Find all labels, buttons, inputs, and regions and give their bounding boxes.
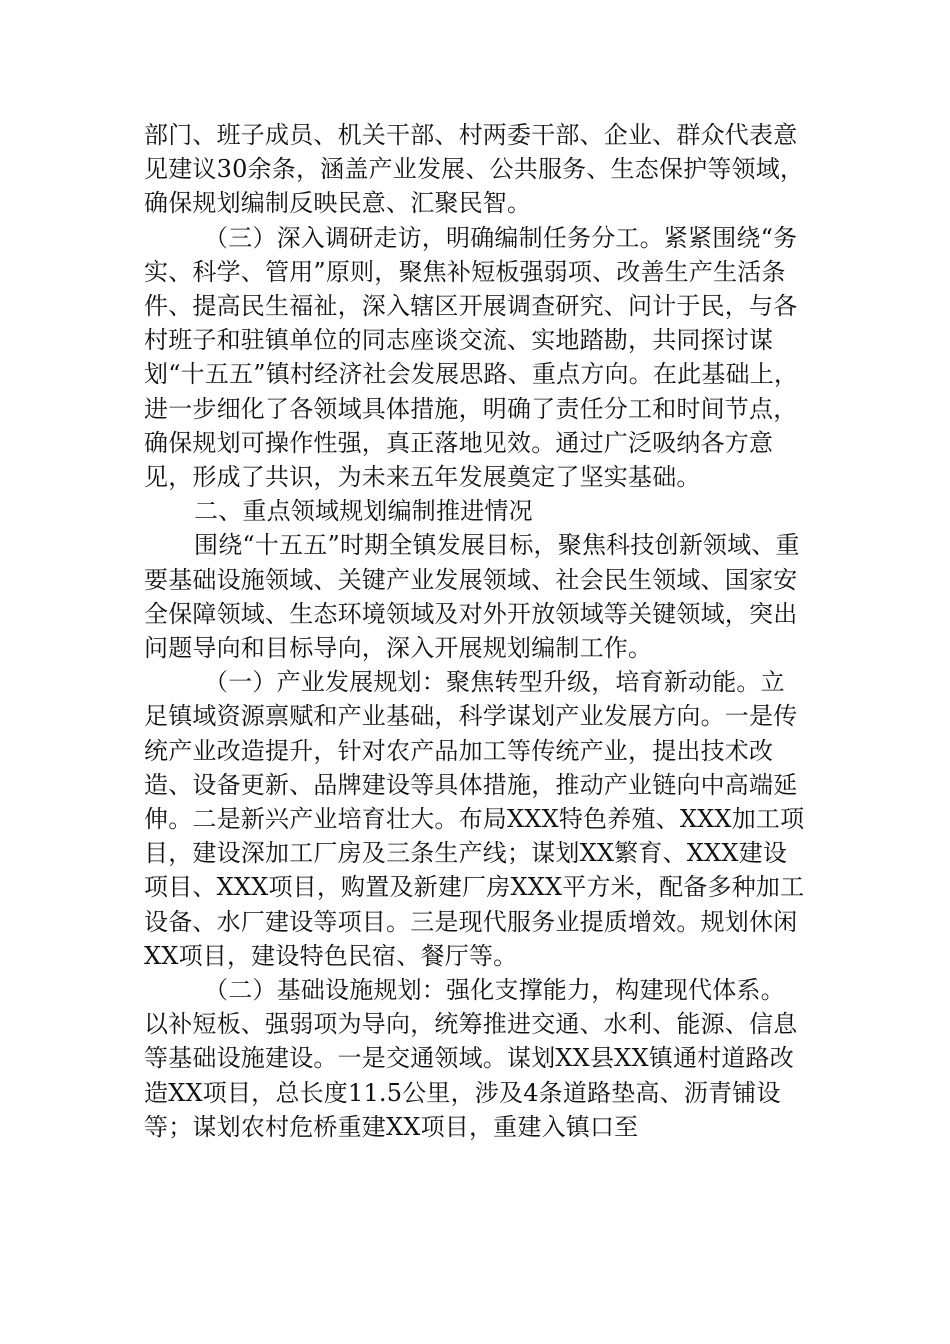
document-body xyxy=(144,118,808,1144)
paragraph-section-three: （三）深入调研走访，明确编制任务分工。紧紧围绕“务实、科学、管用”原则，聚焦补短板强弱项、改善生产生活条件、提高民生福祉，深入辖区开展调查研究、问计于民，与各村班子和驻镇单位的同志座谈交流、实地踏勘，共同探讨谋划“十五五”镇村经济社会发展思路、重点方向。在此基础上，进一步细化了各领域具体措施，明确了责任分工和时间节点，确保规划可操作性强，真正落地见效。通过广泛吸纳各方意见，形成了共识，为未来五年发展奠定了坚实基础。 xyxy=(144,223,799,492)
paragraph-infrastructure-plan: （二）基础设施规划：强化支撑能力，构建现代体系。以补短板、强弱项为导向，统筹推进交通、水利、能源、信息等基础设施建设。一是交通领域。谋划XX县XX镇通村道路改造XX项目，总长度11.5公里，涉及4条道路垫高、沥青铺设等；谋划农村危桥重建XX项目，重建入镇口至 xyxy=(144,976,798,1141)
paragraph-intro: 围绕“十五五”时期全镇发展目标，聚焦科技创新领域、重要基础设施领域、关键产业发展领域、社会民生领域、国家安全保障领域、生态环境领域及对外开放领域等关键领域，突出问题导向和目标导向，深入开展规划编制工作。 xyxy=(144,531,800,663)
paragraph-continuation: 部门、班子成员、机关干部、村两委干部、企业、群众代表意见建议30余条，涵盖产业发展、公共服务、生态保护等领域，确保规划编制反映民意、汇聚民智。 xyxy=(144,121,805,218)
section-heading: 二、重点领域规划编制推进情况 xyxy=(194,497,533,526)
paragraph-industry-plan: （一）产业发展规划：聚焦转型升级，培育新动能。立足镇域资源禀赋和产业基础，科学谋划产业发展方向。一是传统产业改造提升，针对农产品加工等传统产业，提出技术改造、设备更新、品牌建设等具体措施，推动产业链向中高端延伸。二是新兴产业培育壮大。布局XXX特色养殖、XXX加工项目，建设深加工厂房及三条生产线；谋划XX繁育、XXX建设项目、XXX项目，购置及新建厂房XXX平方米，配备多种加工设备、水厂建设等项目。三是现代服务业提质增效。规划休闲XX项目，建设特色民宿、餐厅等。 xyxy=(144,668,805,970)
